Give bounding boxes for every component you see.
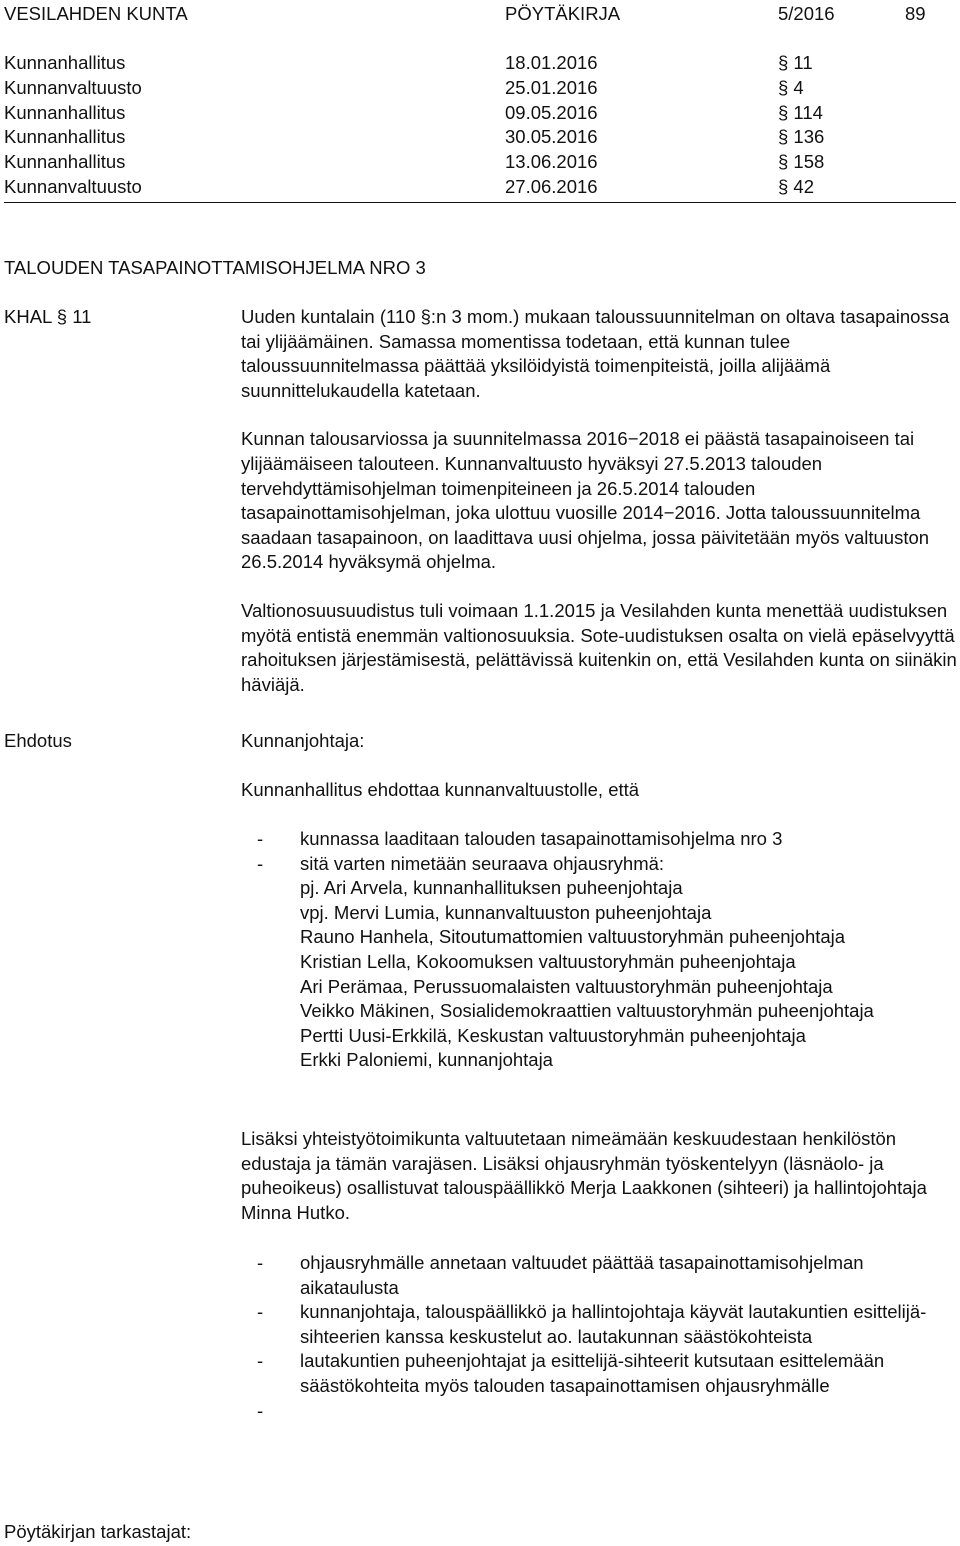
group-member: Kristian Lella, Kokoomuksen valtuustoryhmän puheenjohtaja [300,950,796,972]
paragraph: Uuden kuntalain (110 §:n 3 mom.) mukaan taloussuunnitelman on oltava tasapainossa tai ylijäämäinen. Samassa momentissa todetaan, että kunnan tulee taloussuunnitelmassa päättää yksilöidyistä toimenpiteistä, joilla alijäämä suunnittelukaudella katetaan. [241,306,950,401]
group-member: pj. Ari Arvela, kunnanhallituksen puheenjohtaja [300,877,683,899]
group-member: Pertti Uusi-Erkkilä, Keskustan valtuustoryhmän puheenjohtaja [300,1024,806,1046]
meeting-body: Kunnanvaltuusto [4,77,142,98]
background-section [241,305,957,697]
municipality-name: VESILAHDEN KUNTA [4,3,188,24]
meeting-section: § 158 [778,151,825,172]
meeting-section: § 136 [778,126,825,147]
list-dash: - [257,1301,264,1323]
list-item [257,1349,947,1398]
proposal-intro: Kunnanhallitus ehdottaa kunnanvaltuustolle, että [241,779,640,800]
group-member: Ari Perämaa, Perussuomalaisten valtuustoryhmän puheenjohtaja [300,975,833,997]
group-member: vpj. Mervi Lumia, kunnanvaltuuston puheenjohtaja [300,901,712,923]
list-dash: - [257,852,264,874]
additional-section [241,1127,957,1225]
meeting-body: Kunnanhallitus [4,52,126,73]
list-item [257,1300,947,1349]
meeting-body: Kunnanvaltuusto [4,176,142,197]
group-member: Rauno Hanhela, Sitoutumattomien valtuustoryhmän puheenjohtaja [300,926,846,948]
proposal-list [257,827,957,1073]
page-number: 89 [905,3,926,24]
meeting-date: 30.05.2016 [505,126,598,147]
meeting-section: § 4 [778,77,804,98]
group-members [257,876,940,1073]
meeting-date: 27.06.2016 [505,176,598,197]
list-item [257,827,957,852]
list-item-text: ohjausryhmälle annetaan valtuudet päättää tasapainottamisohjelman aikataulusta [300,1252,864,1298]
document-number: 5/2016 [778,3,835,24]
meeting-date: 09.05.2016 [505,102,598,123]
list-dash: - [257,1350,264,1372]
footer-inspectors: Pöytäkirjan tarkastajat: [4,1521,192,1542]
group-member: Veikko Mäkinen, Sosialidemokraattien valtuustoryhmän puheenjohtaja [300,1000,874,1022]
list-item [257,852,957,877]
paragraph: Valtionosuusuudistus tuli voimaan 1.1.2015 ja Vesilahden kunta menettää uudistuksen myötä entistä enemmän valtionosuuksia. Sote-uudistuksen osalta on vielä epäselvyyttä rahoituksen järjestämisestä, pelättävissä kuitenkin on, että Vesilahden kunta on siinäkin häviäjä. [241,599,957,695]
list-dash: - [257,1252,264,1273]
ehdotus-label: Ehdotus [4,730,72,751]
meeting-date: 13.06.2016 [505,151,598,172]
document-type: PÖYTÄKIRJA [505,3,621,24]
document-title: TALOUDEN TASAPAINOTTAMISOHJELMA NRO 3 [4,257,426,278]
meeting-body: Kunnanhallitus [4,102,126,123]
header-divider [4,202,956,203]
list-dash: - [257,828,264,849]
paragraph: Kunnan talousarviossa ja suunnitelmassa 2016−2018 ei päästä tasapainoiseen tai ylijäämäiseen talouteen. Kunnanvaltuusto hyväksyi 27.5.2013 talouden tervehdyttämisohjelman toimenpiteineen ja 26.5.2014 talouden tasapainottamisohjelman, joka ulottuu vuosille 2014−2016. Jotta taloussuunnitelma saadaan tasapainoon, on laadittava uusi ohjelma, jossa päivitetään myös valtuuston 26.5.2014 hyväksymä ohjelma. [241,428,930,573]
meeting-date: 18.01.2016 [505,52,598,73]
list-item-text: kunnanjohtaja, talouspäällikkö ja hallintojohtaja käyvät lautakuntien esittelijä-sihteerien kanssa keskustelut ao. lautakunnan säästökohteista [300,1301,927,1347]
khal-label: KHAL § 11 [4,306,92,327]
proposer: Kunnanjohtaja: [241,730,365,751]
meeting-section: § 11 [778,52,813,73]
list-dash: - [257,1399,264,1421]
meeting-body: Kunnanhallitus [4,126,126,147]
meeting-section: § 114 [778,102,823,123]
meeting-body: Kunnanhallitus [4,151,126,172]
paragraph: Lisäksi yhteistyötoimikunta valtuutetaan nimeämään keskuudestaan henkilöstön edustaja ja tämän varajäsen. Lisäksi ohjausryhmän työskentelyyn (läsnäolo- ja puheoikeus) osallistuvat talouspäällikkö Merja Laakkonen (sihteeri) ja hallintojohtaja Minna Hutko. [241,1128,927,1223]
proposal-list-2 [257,1251,947,1423]
list-item-text: lautakuntien puheenjohtajat ja esittelijä-sihteerit kutsutaan esittelemään säästökohteita myös talouden tasapainottamisen ohjausryhmälle [300,1350,885,1396]
list-item-text: kunnassa laaditaan talouden tasapainottamisohjelma nro 3 [300,828,783,849]
group-member: Erkki Paloniemi, kunnanjohtaja [300,1049,553,1071]
list-item-text: sitä varten nimetään seuraava ohjausryhmä: [300,852,665,874]
meeting-date: 25.01.2016 [505,77,598,98]
list-item [257,1251,947,1300]
list-item [257,1399,947,1424]
meeting-section: § 42 [778,176,815,197]
